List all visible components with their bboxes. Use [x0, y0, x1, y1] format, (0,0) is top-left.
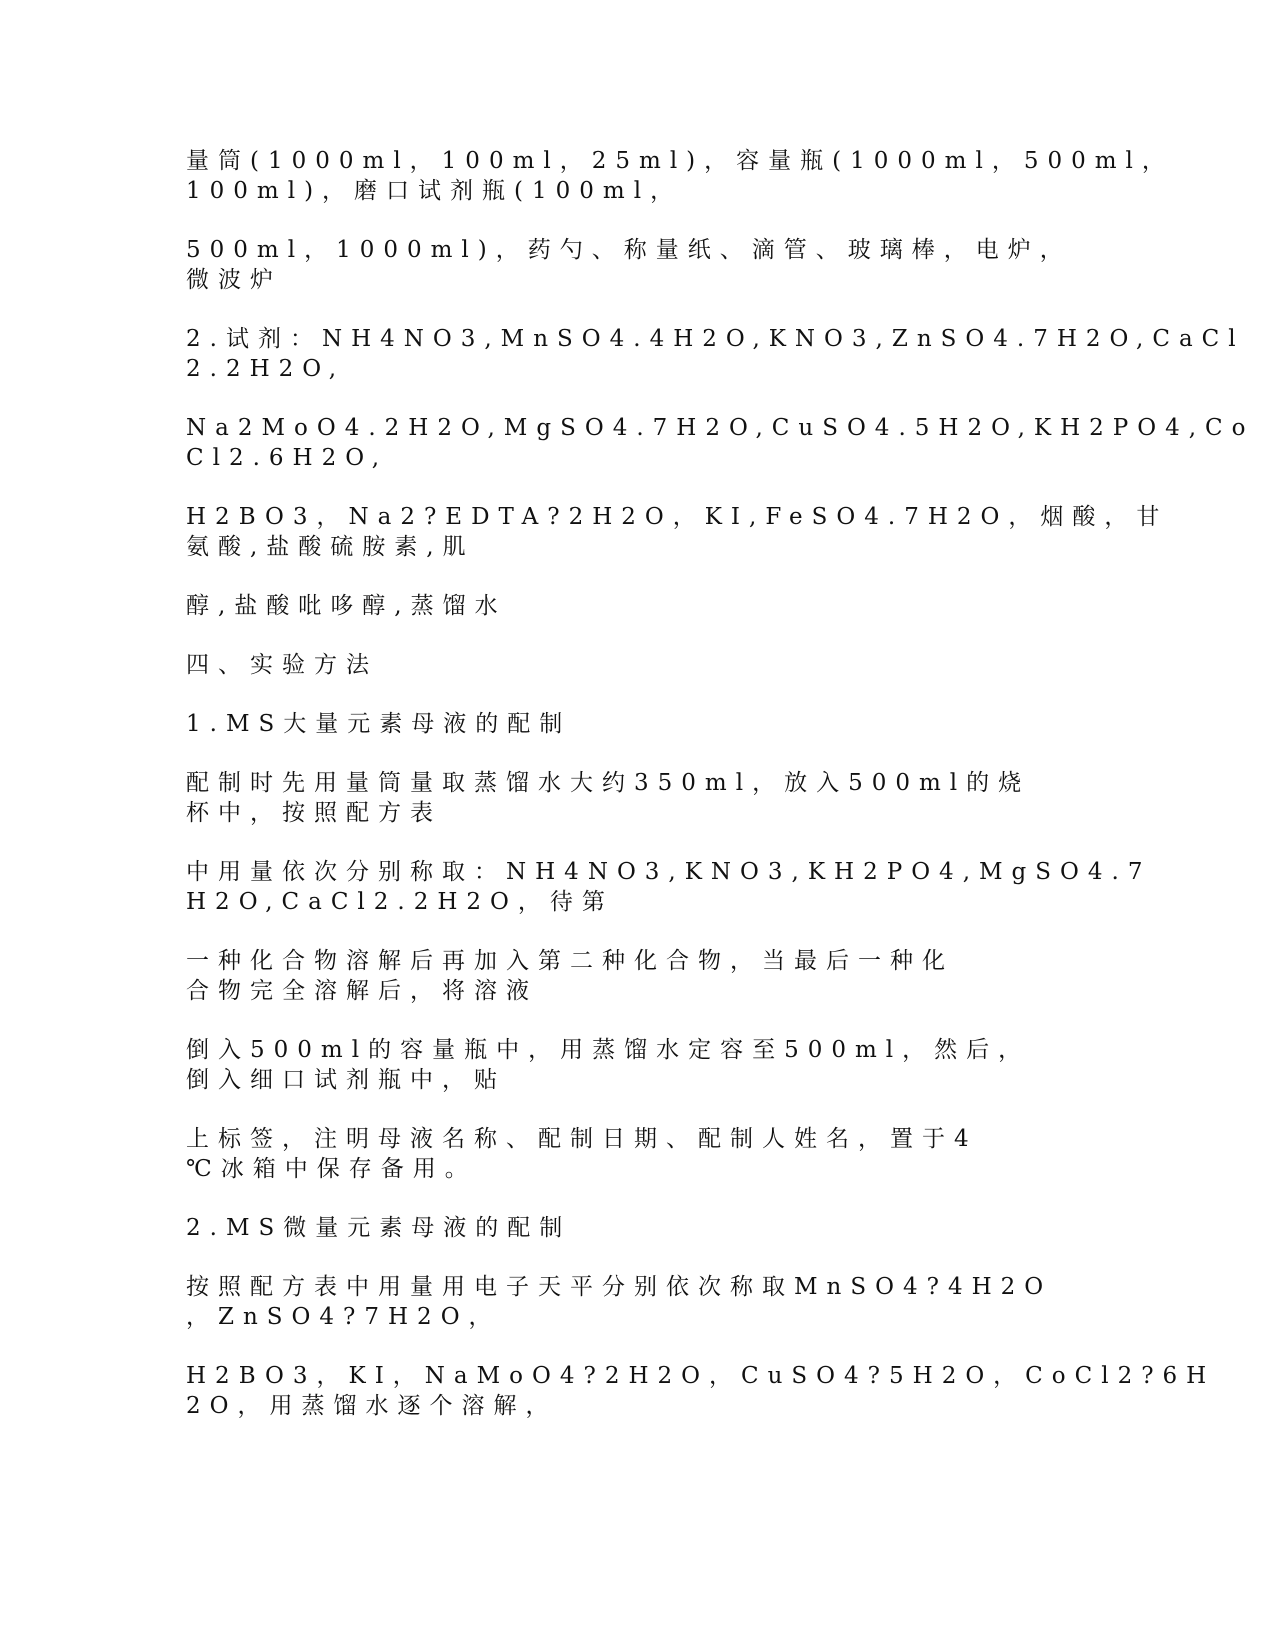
text-line: Na2MoO4.2H2O,MgSO4.7H2O,CuSO4.5H2O,KH2PO4,Co — [186, 415, 1255, 441]
paragraph-macro-step-4 — [186, 1035, 1086, 1095]
paragraph-macro-step-2 — [186, 857, 1152, 917]
section-heading-methods — [186, 650, 1086, 680]
text-line: 中用量依次分别称取：NH4NO3,KNO3,KH2PO4,MgSO4.7 — [186, 859, 1152, 885]
text-line: 上标签，注明母液名称、配制日期、配制人姓名，置于4 — [186, 1126, 978, 1152]
text-line: 500ml，1000ml)，药勺、称量纸、滴管、玻璃棒，电炉， — [186, 237, 1072, 263]
text-line: 1.MS大量元素母液的配制 — [186, 711, 572, 737]
text-line: 一种化合物溶解后再加入第二种化合物，当最后一种化 — [186, 948, 954, 974]
document-body — [186, 146, 1255, 1450]
paragraph-reagents-cont-1 — [186, 413, 1255, 473]
paragraph-micro-step-1 — [186, 1272, 1086, 1332]
text-line: 2O，用蒸馏水逐个溶解， — [186, 1393, 558, 1419]
text-line: 氨酸,盐酸硫胺素,肌 — [186, 534, 475, 560]
text-line: 2.2H2O, — [186, 356, 346, 382]
text-line: H2BO3，KI，NaMoO4?2H2O，CuSO4?5H2O，CoCl2?6H — [186, 1363, 1216, 1389]
paragraph-micro-step-2 — [186, 1361, 1216, 1421]
text-line: 2.MS微量元素母液的配制 — [186, 1215, 572, 1241]
text-line: 倒入细口试剂瓶中，贴 — [186, 1067, 506, 1093]
text-line: H2O,CaCl2.2H2O，待第 — [186, 889, 614, 915]
text-line: 100ml)，磨口试剂瓶(100ml， — [186, 178, 683, 204]
text-line: 四、实验方法 — [186, 652, 378, 678]
text-line: ℃冰箱中保存备用。 — [186, 1156, 477, 1182]
paragraph-macro-step-1 — [186, 768, 1086, 828]
text-line: ，ZnSO4?7H2O， — [186, 1304, 501, 1330]
subheading-micro-stock — [186, 1213, 1086, 1243]
text-line: 倒入500ml的容量瓶中，用蒸馏水定容至500ml，然后， — [186, 1037, 1031, 1063]
text-line: 合物完全溶解后，将溶液 — [186, 978, 538, 1004]
text-line: 杯中，按照配方表 — [186, 800, 442, 826]
paragraph-reagents — [186, 324, 1245, 384]
text-line: 2.试剂：NH4NO3,MnSO4.4H2O,KNO3,ZnSO4.7H2O,CaCl — [186, 326, 1245, 352]
paragraph-equipment-list-cont — [186, 235, 1086, 295]
paragraph-macro-step-5 — [186, 1124, 1086, 1184]
text-line: 配制时先用量筒量取蒸馏水大约350ml，放入500ml的烧 — [186, 770, 1031, 796]
text-line: 微波炉 — [186, 267, 282, 293]
paragraph-reagents-cont-3 — [186, 591, 1086, 621]
text-line: 醇,盐酸吡哆醇,蒸馏水 — [186, 593, 507, 619]
text-line: Cl2.6H2O, — [186, 445, 389, 471]
paragraph-reagents-cont-2 — [186, 502, 1169, 562]
paragraph-macro-step-3 — [186, 946, 1086, 1006]
subheading-macro-stock — [186, 709, 1086, 739]
text-line: 量筒(1000ml，100ml，25ml)，容量瓶(1000ml，500ml， — [186, 148, 1174, 174]
text-line: H2BO3，Na2?EDTA?2H2O，KI,FeSO4.7H2O，烟酸，甘 — [186, 504, 1169, 530]
paragraph-equipment-list — [186, 146, 1174, 206]
text-line: 按照配方表中用量用电子天平分别依次称取MnSO4?4H2O — [186, 1274, 1053, 1300]
